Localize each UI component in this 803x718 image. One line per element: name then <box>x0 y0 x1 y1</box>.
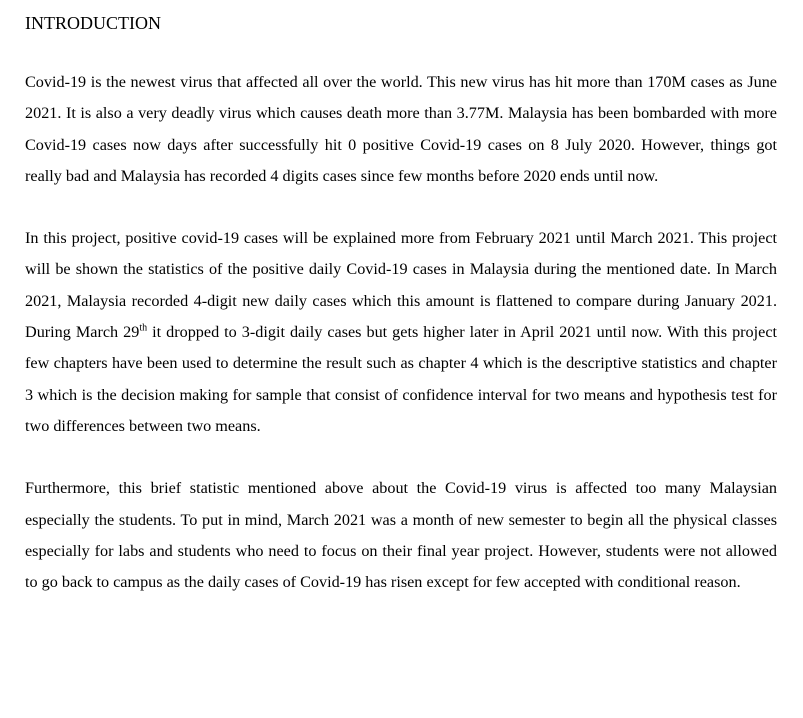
paragraph-1: Covid-19 is the newest virus that affected all over the world. This new virus has hit more than 170M cases as June 2021. It is also a very deadly virus which causes death more than 3.77M. Malaysia has been bombarded with more Covid-19 cases now days after successfully hit 0 positive Covid-19 cases on 8 July 2020. However, things got really bad and Malaysia has recorded 4 digits cases since few months before 2020 ends until now. <box>25 73 777 185</box>
section-heading: INTRODUCTION <box>25 13 161 33</box>
ordinal-superscript: th <box>139 322 148 334</box>
paragraph-2-text-end: it dropped to 3-digit daily cases but gets higher later in April 2021 until now. With this project few chapters have been used to determine the result such as chapter 4 which is the descriptive statistics and chapter 3 which is the decision making for sample that consist of confidence interval for two means and hypothesis test for two differences between two means. <box>25 323 778 435</box>
paragraph-2-text-start: In this project, positive covid-19 cases will be explained more from February 2021 until March 2021. This project will be shown the statistics of the positive daily Covid-19 cases in Malaysia during the mentioned date. In March 2021, Malaysia recorded 4-digit new daily cases which this amount is flattened to compare during January 2021. During March 29 <box>25 229 777 342</box>
document-page <box>25 10 777 598</box>
paragraph-2 <box>25 223 777 442</box>
paragraph-3: Furthermore, this brief statistic mentioned above about the Covid-19 virus is affected too many Malaysian especially the students. To put in mind, March 2021 was a month of new semester to begin all the physical classes especially for labs and students who need to focus on their final year project. However, students were not allowed to go back to campus as the daily cases of Covid-19 has risen except for few accepted with conditional reason. <box>25 479 777 592</box>
